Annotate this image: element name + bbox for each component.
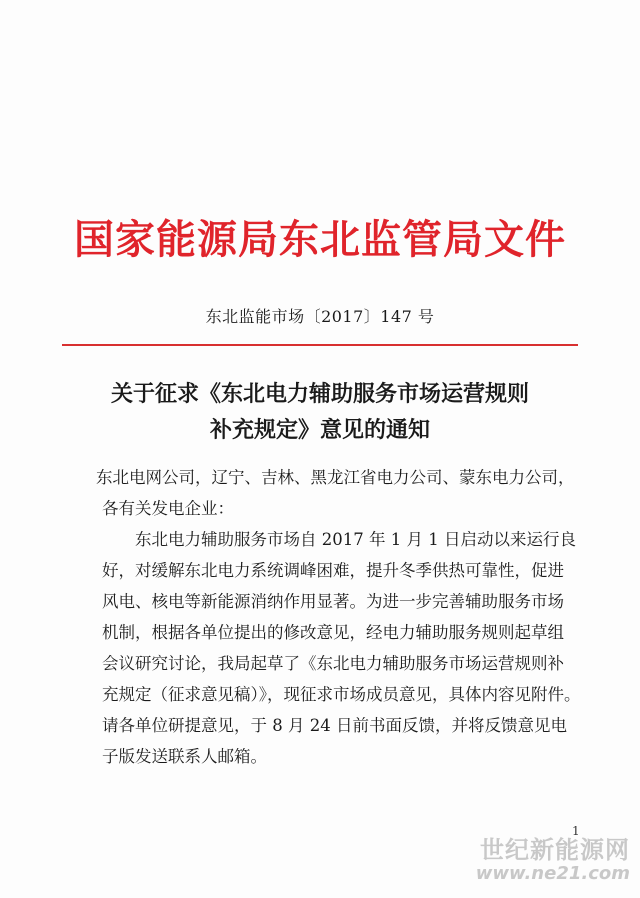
- title-line-2: 补充规定》意见的通知: [209, 417, 430, 443]
- page-number: 1: [572, 824, 580, 838]
- body-line-8: 子版发送联系人邮箱。: [102, 747, 267, 766]
- watermark-url: www.ne21.com: [475, 863, 630, 884]
- body-line-1: 东北电力辅助服务市场自 2017 年 1 月 1 日启动以来运行良: [135, 530, 576, 549]
- recipients-line-2: 各有关发电企业：: [102, 499, 234, 518]
- body-line-2: 好，对缓解东北电力系统调峰困难，提升冬季供热可靠性，促进: [102, 561, 564, 580]
- watermark-text: 世纪新能源网: [480, 836, 630, 864]
- body-line-7: 请各单位研提意见，于 8 月 24 日前书面反馈，并将反馈意见电: [102, 716, 567, 735]
- body-line-4: 机制，根据各单位提出的修改意见，经电力辅助服务规则起草组: [102, 623, 564, 642]
- body-line-3: 风电、核电等新能源消纳作用显著。为进一步完善辅助服务市场: [102, 592, 564, 611]
- body-line-5: 会议研究讨论，我局起草了《东北电力辅助服务市场运营规则补: [102, 654, 564, 673]
- document-number: 东北监能市场〔2017〕147 号: [205, 307, 435, 326]
- document-title: [0, 376, 640, 448]
- document-header: 国家能源局东北监管局文件: [74, 216, 566, 263]
- body-line-6: 充规定（征求意见稿）》，现征求市场成员意见，具体内容见附件。: [102, 685, 581, 704]
- title-line-1: 关于征求《东北电力辅助服务市场运营规则: [110, 381, 529, 407]
- red-divider: [62, 344, 578, 346]
- recipients-line-1: 东北电网公司，辽宁、吉林、黑龙江省电力公司、蒙东电力公司，: [96, 468, 575, 487]
- document-body: [96, 462, 602, 772]
- site-watermark: [460, 836, 630, 884]
